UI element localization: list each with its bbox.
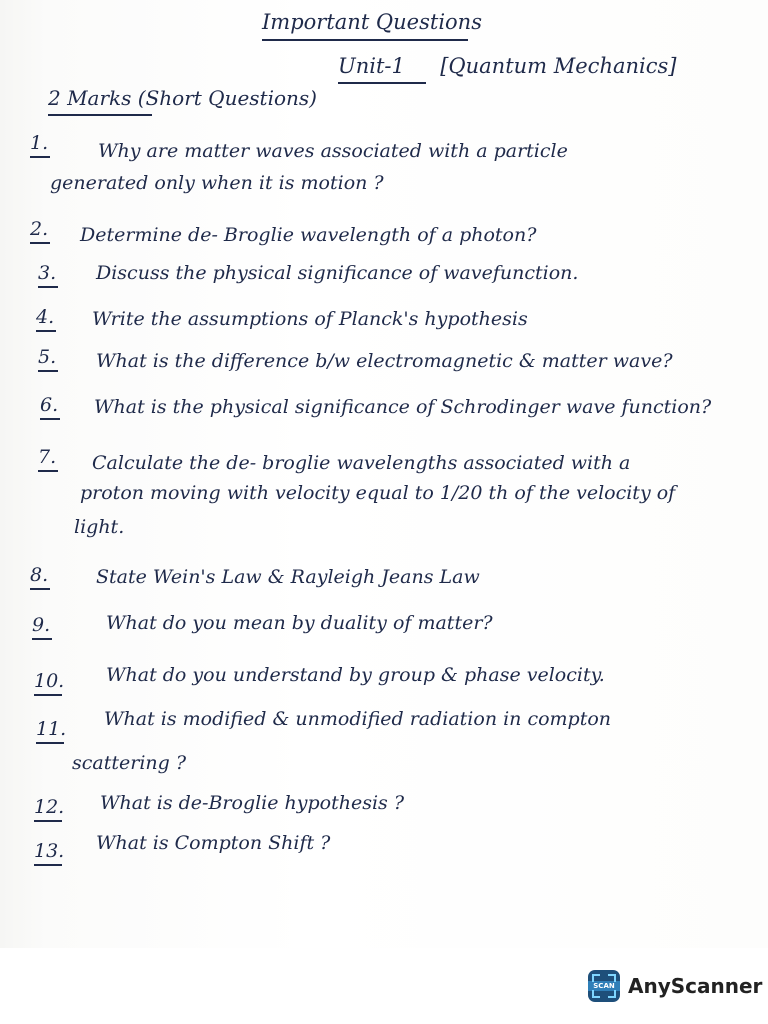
question-number: 13. [34, 840, 65, 862]
question-text-line: Calculate the de- broglie wavelengths associated with a [92, 452, 631, 474]
question-number: 7. [38, 446, 57, 468]
question-text-line: light. [74, 516, 125, 538]
question-number-underline [34, 864, 62, 866]
question-number-underline [40, 418, 60, 420]
question-number: 10. [34, 670, 65, 692]
question-number-underline [30, 156, 50, 158]
question-number-underline [38, 286, 58, 288]
question-number: 5. [38, 346, 57, 368]
scanner-watermark [588, 970, 762, 1002]
question-number-underline [38, 470, 58, 472]
question-text-line: What do you understand by group & phase velocity. [106, 664, 605, 686]
question-number: 1. [30, 132, 49, 154]
brand-name: AnyScanner [628, 974, 763, 998]
question-number-underline [30, 242, 50, 244]
page-title: Important Questions [262, 10, 482, 34]
unit-topic: [Quantum Mechanics] [440, 54, 677, 78]
title-underline [262, 39, 468, 41]
logo-badge-text: SCAN [593, 982, 615, 990]
question-text-line: Discuss the physical significance of wavefunction. [96, 262, 579, 284]
question-text-line: scattering ? [72, 752, 187, 774]
question-number-underline [38, 370, 58, 372]
anyscanner-logo-icon [588, 970, 620, 1002]
question-number-underline [34, 694, 62, 696]
question-text-line: What is de-Broglie hypothesis ? [100, 792, 405, 814]
section-underline [48, 114, 152, 116]
question-text-line: What is modified & unmodified radiation in compton [104, 708, 612, 730]
question-number: 3. [38, 262, 57, 284]
section-heading: 2 Marks (Short Questions) [48, 86, 317, 110]
question-number-underline [36, 330, 56, 332]
question-number: 12. [34, 796, 65, 818]
question-text-line: Determine de- Broglie wavelength of a photon? [80, 224, 537, 246]
unit-label: Unit-1 [338, 54, 405, 78]
question-number: 4. [36, 306, 55, 328]
question-number: 9. [32, 614, 51, 636]
question-number: 8. [30, 564, 49, 586]
question-number-underline [34, 820, 62, 822]
question-text-line: What is the physical significance of Schrodinger wave function? [94, 396, 712, 418]
unit-underline [338, 82, 426, 84]
question-text-line: What is the difference b/w electromagnetic & matter wave? [96, 350, 673, 372]
question-text-line: Write the assumptions of Planck's hypothesis [92, 308, 528, 330]
question-text-line: proton moving with velocity equal to 1/20 th of the velocity of [80, 482, 676, 504]
question-number-underline [30, 588, 50, 590]
question-number-underline [32, 638, 52, 640]
question-number: 11. [36, 718, 67, 740]
question-text-line: What is Compton Shift ? [96, 832, 331, 854]
question-text-line: Why are matter waves associated with a particle [98, 140, 568, 162]
question-text-line: What do you mean by duality of matter? [106, 612, 493, 634]
question-text-line: State Wein's Law & Rayleigh Jeans Law [96, 566, 480, 588]
unit-heading [338, 54, 676, 78]
question-number: 6. [40, 394, 59, 416]
question-number-underline [36, 742, 64, 744]
question-number: 2. [30, 218, 49, 240]
question-text-line: generated only when it is motion ? [50, 172, 384, 194]
